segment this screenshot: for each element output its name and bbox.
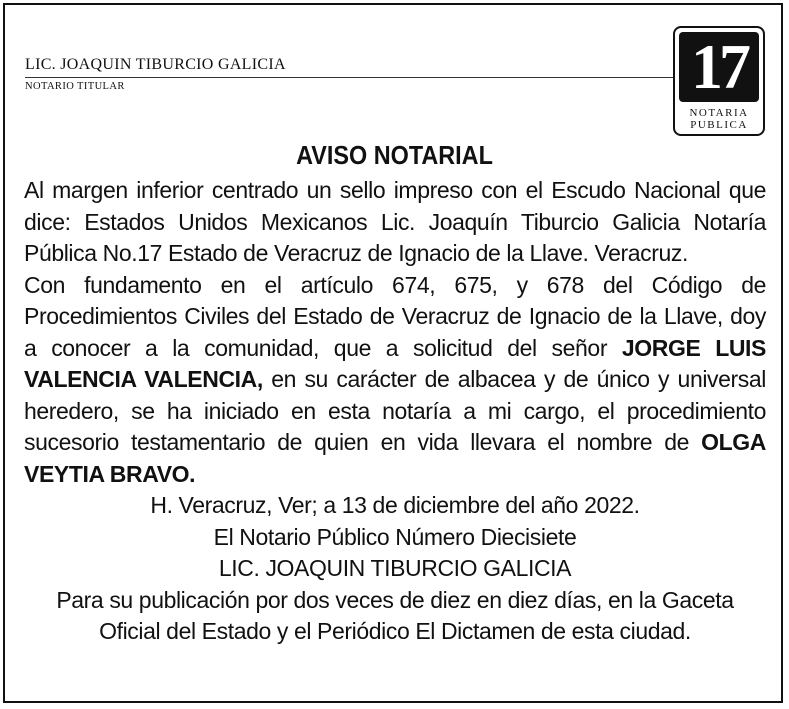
- notary-name-header: LIC. JOAQUIN TIBURCIO GALICIA: [25, 56, 286, 73]
- notary-17-logo: [673, 26, 765, 136]
- notice-title: AVISO NOTARIAL: [296, 140, 493, 170]
- applicant-name: JORGE LUIS VALENCIA VALENCIA,: [24, 334, 766, 392]
- paragraph-seal-description: Al margen inferior centrado un sello impreso con el Escudo Nacional que dice: Estados Unidos Mexicanos Lic. Joaquín Tiburcio Galicia Notaría Pública No.17 Estado de Veracruz de Ignacio de la Llave. Veracruz.: [24, 177, 766, 266]
- notice-body: [24, 175, 766, 648]
- date-line: H. Veracruz, Ver; a 13 de diciembre del año 2022.: [150, 492, 640, 518]
- deceased-name: OLGA VEYTIA BRAVO.: [24, 429, 766, 487]
- logo-caption-line2: PUBLICA: [690, 119, 748, 131]
- paragraph-main: [24, 270, 766, 491]
- notary-title-header: NOTARIO TITULAR: [25, 81, 125, 92]
- logo-number: 17: [691, 31, 747, 102]
- logo-number-box: [679, 32, 759, 102]
- signer-role: El Notario Público Número Diecisiete: [213, 523, 577, 550]
- publication-note: Para su publicación por dos veces de diez en diez días, en la Gaceta Oficial del Estado y el Periódico El Dictamen de esta ciudad.: [56, 586, 734, 644]
- logo-caption-line1: NOTARIA: [689, 107, 749, 119]
- signer-name: LIC. JOAQUIN TIBURCIO GALICIA: [218, 555, 572, 581]
- paragraph-main-text-b: en su carácter de albacea y de único y universal heredero, se ha iniciado en esta notaría a mi cargo, el procedimiento sucesorio testamentario de quien en vida llevara el nombre de: [24, 366, 767, 455]
- header-rule: [25, 77, 673, 78]
- paragraph-main-text-a: Con fundamento en el artículo 674, 675, y 678 del Código de Procedimientos Civiles del Estado de Veracruz de Ignacio de la Llave, doy a conocer a la comunidad, que a solicitud del señor: [24, 271, 766, 361]
